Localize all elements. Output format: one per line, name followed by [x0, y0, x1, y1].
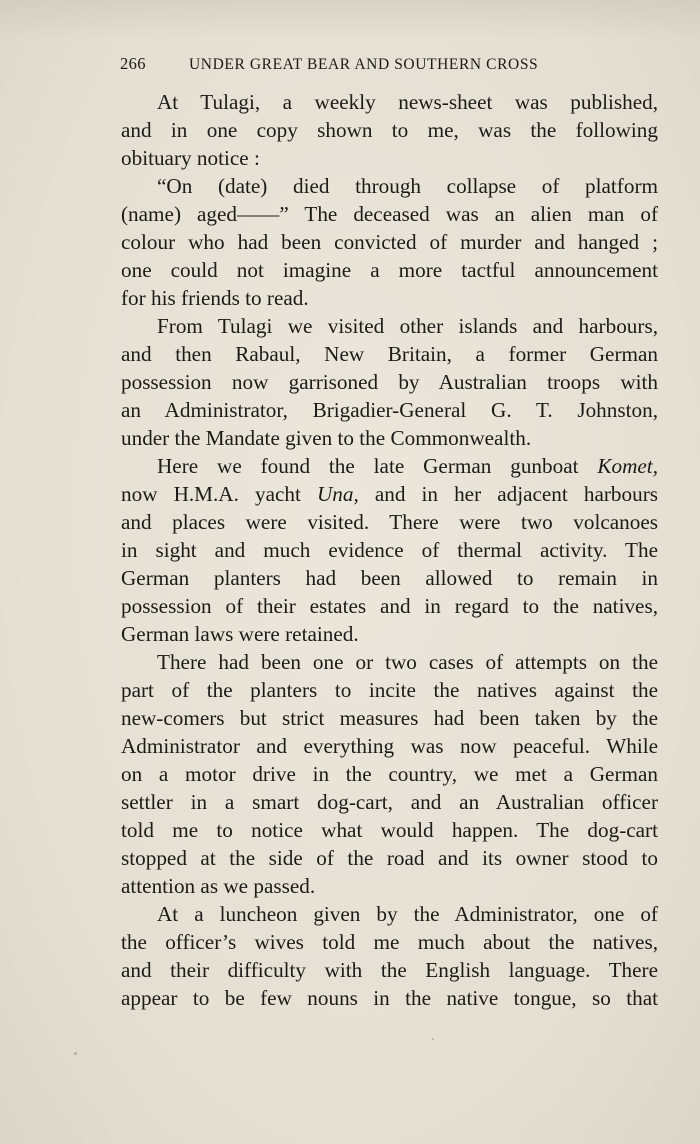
text-line: under the Mandate given to the Commonwealth. — [121, 426, 532, 450]
text-line: and places were visited. There were two volcanoes — [121, 510, 658, 534]
body-text — [121, 88, 658, 1012]
text-line: Administrator and everything was now peaceful. While — [121, 734, 658, 758]
text-line: an Administrator, Brigadier-General G. T. Johnston, — [121, 398, 658, 422]
text-line: At a luncheon given by the Administrator, one of — [157, 902, 658, 926]
text-line: and in one copy shown to me, was the following — [121, 118, 658, 142]
text-line: (name) aged——” The deceased was an alien man of — [121, 202, 658, 226]
text-line: From Tulagi we visited other islands and harbours, — [157, 314, 658, 338]
text-run: now H.M.A. yacht — [121, 482, 317, 506]
text-line: on a motor drive in the country, we met a German — [121, 762, 658, 786]
text-line: appear to be few nouns in the native tongue, so that — [121, 986, 658, 1010]
text-line: new-comers but strict measures had been taken by the — [121, 706, 658, 730]
text-line — [121, 452, 658, 480]
text-line: for his friends to read. — [121, 286, 309, 310]
text-run: Here we found the late German gunboat — [157, 454, 598, 478]
text-line: attention as we passed. — [121, 874, 316, 898]
text-line: There had been one or two cases of attempts on the — [157, 650, 658, 674]
text-line: settler in a smart dog-cart, and an Australian officer — [121, 790, 658, 814]
text-line: German planters had been allowed to remain in — [121, 566, 658, 590]
text-line — [121, 480, 658, 508]
text-line: the officer’s wives told me much about the natives, — [121, 930, 658, 954]
text-line: obituary notice : — [121, 146, 260, 170]
text-run: and in her adjacent harbours — [358, 482, 658, 506]
paper-speck — [432, 1038, 434, 1040]
text-line: stopped at the side of the road and its owner stood to — [121, 846, 658, 870]
page-shadow — [0, 0, 700, 40]
text-line: one could not imagine a more tactful announcement — [121, 258, 658, 282]
paper-speck — [74, 1052, 77, 1055]
text-line: possession of their estates and in regard to the natives, — [121, 594, 658, 618]
text-line: and their difficulty with the English language. There — [121, 958, 658, 982]
text-line: At Tulagi, a weekly news-sheet was published, — [157, 90, 658, 114]
italic-text: Una, — [316, 482, 359, 506]
text-line: “On (date) died through collapse of platform — [157, 174, 658, 198]
text-line: in sight and much evidence of thermal activity. The — [121, 538, 658, 562]
text-line: and then Rabaul, New Britain, a former German — [121, 342, 658, 366]
text-line: part of the planters to incite the natives against the — [121, 678, 658, 702]
page-number: 266 — [120, 54, 146, 73]
text-line: German laws were retained. — [121, 622, 359, 646]
running-title: UNDER GREAT BEAR AND SOUTHERN CROSS — [189, 56, 539, 73]
text-line: colour who had been convicted of murder and hanged ; — [121, 230, 658, 254]
text-line: told me to notice what would happen. The dog-cart — [121, 818, 658, 842]
text-line: possession now garrisoned by Australian troops with — [121, 370, 658, 394]
italic-text: Komet, — [597, 454, 658, 478]
running-header — [120, 50, 660, 80]
